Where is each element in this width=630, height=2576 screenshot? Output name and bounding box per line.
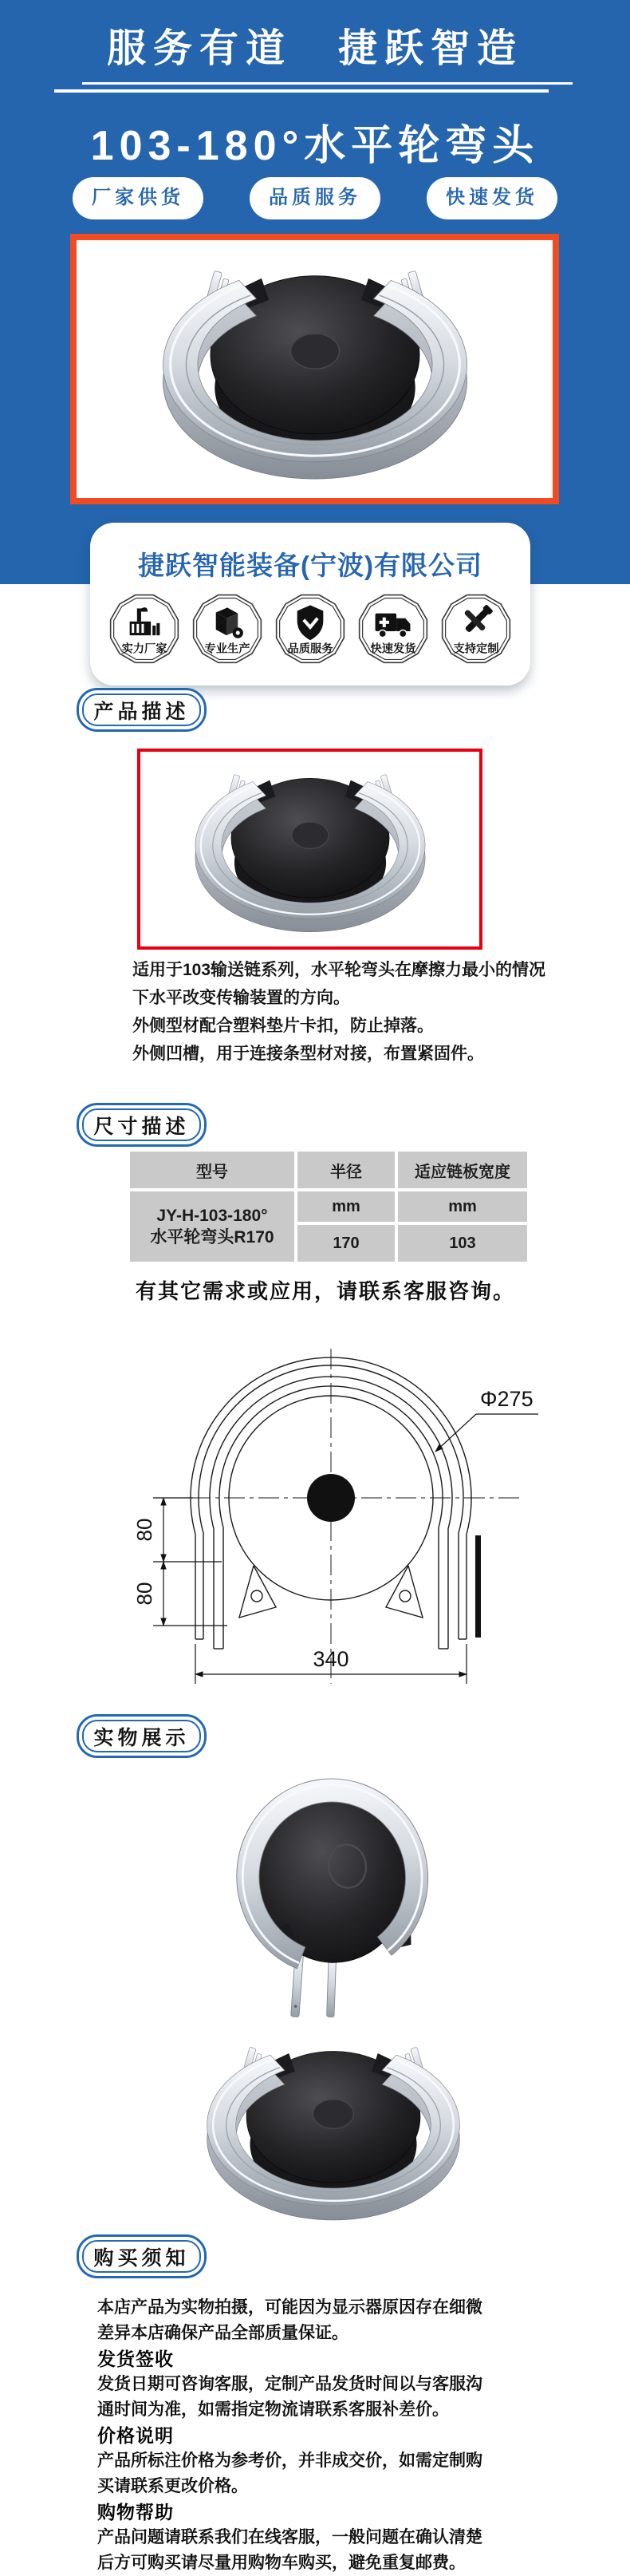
model-code: JY-H-103-180°: [156, 1207, 268, 1225]
table-cell-radius-value: 170: [297, 1225, 395, 1262]
seal-label: 品质服务: [287, 642, 333, 656]
feature-badges: [0, 177, 630, 219]
size-table: [130, 1152, 527, 1262]
note-heading-price: 价格说明: [97, 2425, 174, 2446]
size-note: 有其它需求或应用，请联系客服咨询。: [136, 1279, 516, 1303]
purchase-notes: [97, 2295, 482, 2576]
drawing-dim-bottom: 340: [313, 1647, 349, 1671]
factory-icon: [107, 591, 182, 670]
gallery-photo-angled: [182, 2023, 485, 2239]
description-line: 外侧凹槽，用于连接条型材对接，布置紧固件。: [132, 1045, 484, 1063]
note-heading-help: 购物帮助: [97, 2502, 174, 2523]
tools-icon: [439, 591, 514, 670]
table-cell-width-unit: mm: [398, 1191, 527, 1222]
note-line: 产品问题请联系我们在线客服，一般问题在确认清楚: [97, 2528, 482, 2546]
gallery-photo-standing: [214, 1765, 453, 2026]
table-cell-radius-unit: mm: [297, 1191, 395, 1222]
note-line: 本店产品为实物拍摄，可能因为显示器原因存在细微: [97, 2298, 482, 2317]
drawing-diameter-label: Φ275: [480, 1387, 534, 1411]
note-line: 发货日期可咨询客服，定制产品发货时间以与客服沟: [97, 2375, 482, 2393]
section-label-size: 尺寸描述: [77, 1103, 207, 1147]
hero-product-image: [70, 234, 559, 504]
section-label-notes: 购买须知: [77, 2234, 207, 2278]
description-product-image: [137, 749, 482, 950]
slogan-underline-top: [82, 82, 573, 85]
seal-label: 快速发货: [370, 642, 416, 656]
section-label-description: 产品描述: [77, 688, 207, 732]
company-card: [90, 523, 530, 685]
table-header-radius: 半径: [297, 1152, 395, 1188]
note-line: 通时间为准，如需指定物流请联系客服补差价。: [97, 2400, 449, 2419]
note-line: 差异本店确保产品全部质量保证。: [97, 2324, 348, 2342]
company-seal-row: [90, 591, 530, 670]
description-line: 下水平改变传输装置的方向。: [132, 989, 350, 1007]
brand-slogan: 服务有道 捷跃智造: [106, 26, 523, 70]
seal-label: 实力厂家: [121, 642, 167, 656]
badge-fast-shipping: 快速发货: [427, 177, 557, 219]
shield-icon: [273, 591, 348, 670]
product-photo-top-view-small: [172, 753, 448, 946]
model-name: 水平轮弯头R170: [150, 1228, 274, 1247]
cube-icon: [190, 591, 265, 670]
description-line: 适用于103输送链系列，水平轮弯头在摩擦力最小的情况: [132, 961, 546, 979]
table-cell-model: [130, 1191, 294, 1262]
badge-quality-service: 品质服务: [250, 177, 380, 219]
badge-factory-supply: 厂家供货: [73, 177, 203, 219]
seal-label: 专业生产: [204, 642, 250, 656]
description-text: [132, 956, 545, 1068]
table-cell-width-value: 103: [398, 1225, 527, 1262]
note-heading-shipping: 发货签收: [97, 2349, 174, 2369]
table-header-plate-width: 适应链板宽度: [398, 1152, 527, 1188]
truck-icon: [356, 591, 431, 670]
seal-label: 支持定制: [453, 642, 499, 656]
slogan-underline-bottom: [54, 89, 549, 93]
description-line: 外侧型材配合塑料垫片卡扣，防止掉落。: [132, 1017, 434, 1035]
product-photo-top-view: [132, 242, 498, 497]
section-label-gallery: 实物展示: [77, 1714, 207, 1758]
table-header-model: 型号: [130, 1152, 294, 1188]
note-line: 后方可购买请尽量用购物车购买，避免重复邮费。: [97, 2554, 466, 2572]
product-title: 103-180°水平轮弯头: [90, 123, 540, 169]
dimension-drawing: [120, 1326, 550, 1697]
company-name: 捷跃智能装备(宁波)有限公司: [138, 551, 482, 580]
note-line: 产品所标注价格为参考价，并非成交价，如需定制购: [97, 2452, 482, 2470]
note-line: 买请联系更改价格。: [97, 2477, 248, 2495]
drawing-dim-left-bottom: 80: [132, 1582, 156, 1606]
drawing-dim-left-top: 80: [132, 1518, 156, 1542]
